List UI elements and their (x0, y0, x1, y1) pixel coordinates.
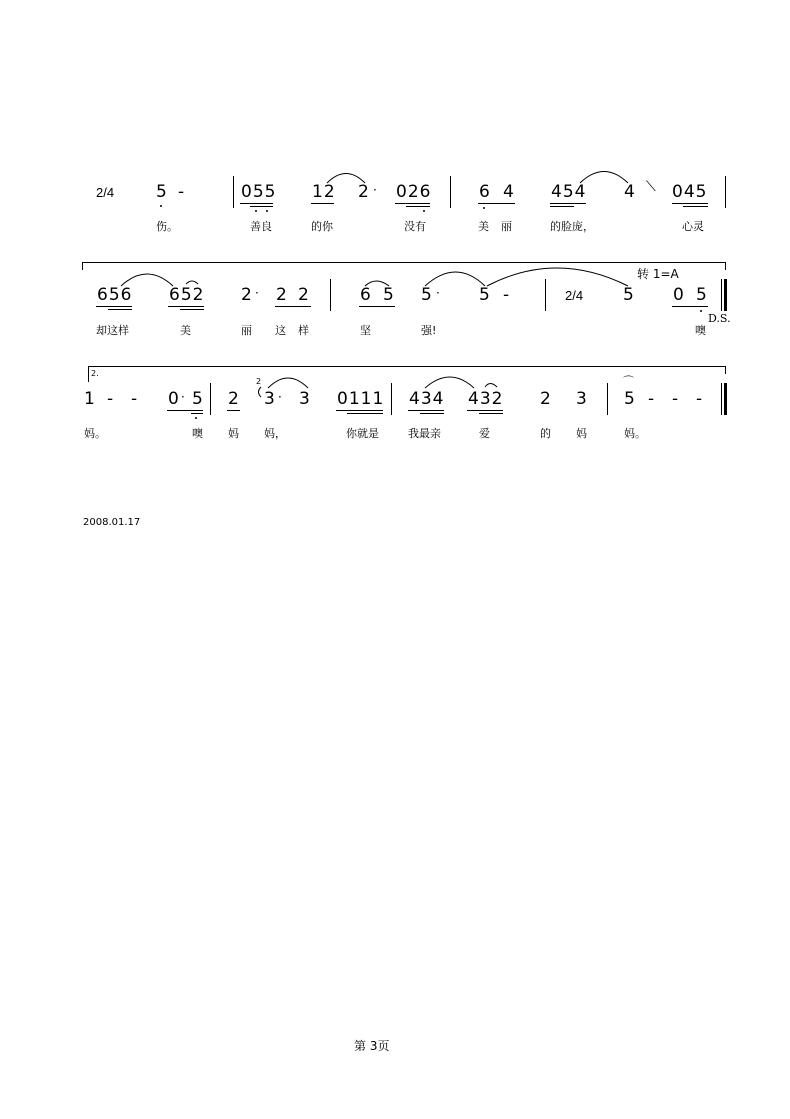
tie (485, 384, 497, 388)
lyric: 你就是 (346, 427, 379, 440)
note-group: 434 (409, 389, 445, 409)
note: 4 (503, 182, 514, 202)
note: 5 (192, 389, 203, 409)
slur (425, 377, 474, 388)
lyric: 丽 (241, 324, 252, 337)
note-group: 0111 (337, 389, 385, 409)
key-change: 转 1=A (637, 267, 679, 281)
page-number: 第 3页 (354, 1039, 390, 1053)
slur (121, 274, 173, 286)
note: 6 (479, 182, 490, 202)
dash: - (648, 389, 655, 409)
aug-dot: · (436, 286, 440, 300)
aug-dot: · (181, 390, 185, 404)
note-group: 454 (551, 182, 587, 202)
slur (487, 268, 628, 286)
lyric: 强! (421, 324, 437, 337)
note: 2 (276, 285, 287, 305)
note: 5 (623, 285, 634, 305)
lyric: 噢 (695, 324, 706, 337)
time-signature: 2/4 (96, 185, 115, 200)
slur (425, 272, 485, 286)
dash: - (131, 389, 138, 409)
note: 5 (696, 285, 707, 305)
lyric: 妈。 (624, 427, 646, 440)
grace-note: 2 (256, 377, 262, 386)
note: 2 (298, 285, 309, 305)
note: 2 (228, 389, 239, 409)
note: 2 (540, 389, 551, 409)
note: 5 (156, 182, 167, 202)
dash: - (107, 389, 114, 409)
lyric: 噢 (192, 427, 203, 440)
lyric: 美 (478, 220, 489, 233)
note: 3 (299, 389, 310, 409)
dash: - (672, 389, 679, 409)
dal-segno: D.S. (708, 312, 731, 325)
lyric: 善良 (250, 220, 272, 233)
lyric: 爱 (479, 427, 490, 440)
dash: - (696, 389, 703, 409)
note: 4 (624, 182, 635, 202)
slur (268, 378, 308, 388)
dash: - (178, 182, 185, 202)
slur (580, 172, 628, 184)
note: 2 (358, 182, 369, 202)
tie (186, 281, 198, 284)
lyric: 的 (540, 427, 551, 440)
lyric: 妈 (228, 427, 239, 440)
time-signature: 2/4 (565, 288, 584, 303)
aug-dot: · (278, 390, 282, 404)
aug-dot: · (255, 286, 259, 300)
note: 5 (624, 389, 635, 409)
lyric: 妈 (576, 427, 587, 440)
note-group: 12 (312, 182, 336, 202)
note-group: 055 (241, 182, 277, 202)
lyric: 这 (275, 324, 286, 337)
note: 5 (479, 285, 490, 305)
lyric: 妈， (264, 427, 286, 440)
slur (327, 174, 365, 184)
lyric: 心灵 (682, 220, 704, 233)
note: 0 (168, 389, 179, 409)
note-group: 026 (396, 182, 432, 202)
note-group: 652 (169, 285, 205, 305)
fermata-icon: ⌒ (623, 375, 634, 388)
note: 5 (383, 285, 394, 305)
note: 5 (421, 285, 432, 305)
lyric: 的脸庞， (550, 220, 594, 233)
aug-dot: · (373, 183, 377, 197)
note: 1 (84, 389, 95, 409)
lyric: 的你 (311, 220, 333, 233)
grace-bracket (259, 387, 262, 397)
dash: - (503, 285, 510, 305)
note: 3 (264, 389, 275, 409)
note: 2 (241, 285, 252, 305)
note: 6 (360, 285, 371, 305)
lyric: 却这样 (96, 324, 129, 337)
lyric: 坚 (360, 324, 371, 337)
lyric: 美 (180, 324, 191, 337)
note-group: 656 (97, 285, 133, 305)
lyric: 样 (298, 324, 309, 337)
lyric: 伤。 (156, 220, 178, 233)
note-group: 045 (672, 182, 708, 202)
lyric: 我最亲 (408, 427, 441, 440)
note: 3 (576, 389, 587, 409)
note-group: 432 (468, 389, 504, 409)
lyric: 妈。 (84, 427, 106, 440)
date-stamp: 2008.01.17 (83, 517, 141, 528)
lyric: 没有 (404, 220, 426, 233)
note: 0 (673, 285, 684, 305)
slur (365, 281, 389, 286)
lyric: 丽 (501, 220, 512, 233)
ending-number: 2. (91, 369, 99, 378)
slash-mark: ⟍ (646, 179, 656, 195)
